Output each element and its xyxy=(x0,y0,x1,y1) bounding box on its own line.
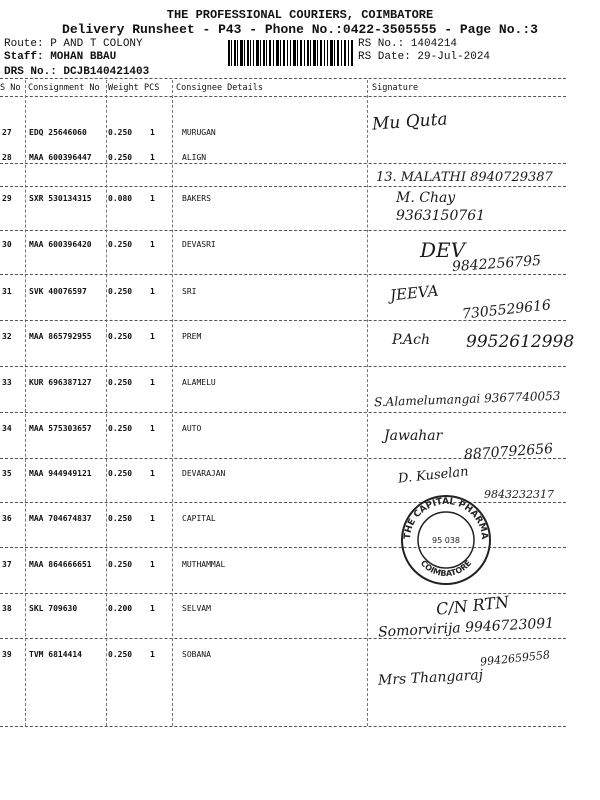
col-header-consignment: Consignment No xyxy=(28,83,100,93)
rs-number: RS No.: 1404214 xyxy=(358,38,458,50)
row-sno: 39 xyxy=(2,650,12,659)
row-sno: 29 xyxy=(2,194,12,203)
row-consignment-no: SKL 709630 xyxy=(29,604,78,613)
row-consignee: SOBANA xyxy=(182,650,211,659)
row-consignment-no: SXR 530134315 xyxy=(29,194,92,203)
drs-number: DRS No.: DCJB140421403 xyxy=(4,66,150,78)
row-consignee: MURUGAN xyxy=(182,128,216,137)
row-weight: 0.250 xyxy=(108,153,133,162)
row-sno: 31 xyxy=(2,287,12,296)
row-divider xyxy=(0,230,566,231)
row-weight: 0.250 xyxy=(108,128,133,137)
handwritten-signature: Jawahar xyxy=(384,428,443,444)
row-pcs: 1 xyxy=(150,332,155,341)
row-divider xyxy=(0,186,566,187)
handwritten-signature: C/N RTN xyxy=(435,592,510,619)
row-consignment-no: MAA 944949121 xyxy=(29,469,92,478)
row-consignment-no: MAA 600396447 xyxy=(29,153,92,162)
row-pcs: 1 xyxy=(150,153,155,162)
row-sno: 30 xyxy=(2,240,12,249)
row-pcs: 1 xyxy=(150,424,155,433)
row-weight: 0.250 xyxy=(108,560,133,569)
handwritten-signature: M. Chay xyxy=(396,190,456,206)
handwritten-signature: 8870792656 xyxy=(463,440,554,464)
row-sno: 34 xyxy=(2,424,12,433)
handwritten-signature: 9842256795 xyxy=(451,252,542,276)
handwritten-signature: 9843232317 xyxy=(484,488,554,501)
route-label: Route: P AND T COLONY xyxy=(4,38,143,50)
row-pcs: 1 xyxy=(150,650,155,659)
col-header-pcs: PCS xyxy=(144,83,160,93)
row-consignee: MUTHAMMAL xyxy=(182,560,226,569)
row-weight: 0.250 xyxy=(108,332,133,341)
row-weight: 0.080 xyxy=(108,194,133,203)
row-pcs: 1 xyxy=(150,240,155,249)
row-consignee: BAKERS xyxy=(182,194,211,203)
row-pcs: 1 xyxy=(150,604,155,613)
handwritten-signature: 7305529616 xyxy=(461,297,552,323)
col-header-weight: Weight xyxy=(108,83,139,93)
row-consignment-no: TVM 6814414 xyxy=(29,650,82,659)
row-consignment-no: MAA 704674837 xyxy=(29,514,92,523)
row-consignment-no: MAA 865792955 xyxy=(29,332,92,341)
rs-date: RS Date: 29-Jul-2024 xyxy=(358,51,491,63)
table-header-border xyxy=(0,96,566,97)
table-bottom-border xyxy=(0,726,566,727)
row-pcs: 1 xyxy=(150,194,155,203)
row-consignee: AUTO xyxy=(182,424,202,433)
handwritten-signature: DEV xyxy=(420,238,466,262)
row-divider xyxy=(0,366,566,367)
row-pcs: 1 xyxy=(150,378,155,387)
row-weight: 0.200 xyxy=(108,604,133,613)
row-consignee: SELVAM xyxy=(182,604,211,613)
row-consignee: SRI xyxy=(182,287,197,296)
row-consignee: DEVARAJAN xyxy=(182,469,226,478)
company-title: THE PROFESSIONAL COURIERS, COIMBATORE xyxy=(166,8,434,22)
row-sno: 38 xyxy=(2,604,12,613)
row-weight: 0.250 xyxy=(108,378,133,387)
handwritten-signature: JEEVA xyxy=(389,281,440,305)
handwritten-signature: 13. MALATHI 8940729387 xyxy=(376,170,553,185)
handwritten-signature: 9952612998 xyxy=(466,332,575,352)
row-pcs: 1 xyxy=(150,560,155,569)
row-sno: 27 xyxy=(2,128,12,137)
row-divider xyxy=(0,638,566,639)
table-top-border xyxy=(0,78,566,79)
handwritten-signature: D. Kuselan xyxy=(397,464,470,487)
handwritten-signature: 9363150761 xyxy=(396,208,486,224)
row-pcs: 1 xyxy=(150,287,155,296)
handwritten-signature: Mrs Thangaraj xyxy=(377,667,484,689)
row-weight: 0.250 xyxy=(108,240,133,249)
row-pcs: 1 xyxy=(150,514,155,523)
row-divider xyxy=(0,274,566,275)
handwritten-signature: P.Ach xyxy=(392,332,431,348)
row-sno: 36 xyxy=(2,514,12,523)
row-weight: 0.250 xyxy=(108,469,133,478)
company-stamp-seal xyxy=(398,492,494,588)
row-consignment-no: MAA 864666651 xyxy=(29,560,92,569)
row-weight: 0.250 xyxy=(108,424,133,433)
col-header-sno: S No xyxy=(0,83,21,93)
svg-text:COIMBATORE: COIMBATORE xyxy=(418,558,474,579)
row-weight: 0.250 xyxy=(108,287,133,296)
row-consignment-no: SVK 40076597 xyxy=(29,287,87,296)
row-weight: 0.250 xyxy=(108,650,133,659)
row-divider xyxy=(0,412,566,413)
handwritten-signature: Mu Quta xyxy=(371,109,449,135)
row-sno: 33 xyxy=(2,378,12,387)
row-consignee: CAPITAL xyxy=(182,514,216,523)
row-consignee: PREM xyxy=(182,332,202,341)
row-divider xyxy=(0,593,566,594)
row-consignee: ALAMELU xyxy=(182,378,216,387)
runsheet-title: Delivery Runsheet - P43 - Phone No.:0422-3505555 - Page No.:3 xyxy=(62,22,538,37)
handwritten-signature: Somorvirija 9946723091 xyxy=(377,615,555,641)
row-consignee: DEVASRI xyxy=(182,240,216,249)
row-consignment-no: MAA 575303657 xyxy=(29,424,92,433)
row-consignment-no: KUR 696387127 xyxy=(29,378,92,387)
row-pcs: 1 xyxy=(150,128,155,137)
handwritten-signature: 9942659558 xyxy=(479,648,551,669)
staff-label: Staff: MOHAN BBAU xyxy=(4,51,117,63)
row-consignment-no: EDQ 25646060 xyxy=(29,128,87,137)
row-pcs: 1 xyxy=(150,469,155,478)
row-sno: 37 xyxy=(2,560,12,569)
row-consignee: ALIGN xyxy=(182,153,207,162)
row-sno: 35 xyxy=(2,469,12,478)
svg-text:95 038: 95 038 xyxy=(432,536,460,545)
row-sno: 32 xyxy=(2,332,12,341)
row-sno: 28 xyxy=(2,153,12,162)
row-consignment-no: MAA 600396420 xyxy=(29,240,92,249)
col-header-signature: Signature xyxy=(372,83,419,93)
svg-text:THE CAPITAL PHARMA: THE CAPITAL PHARMA xyxy=(402,496,490,540)
handwritten-signature: S.Alamelumangai 9367740053 xyxy=(373,388,561,410)
row-weight: 0.250 xyxy=(108,514,133,523)
barcode-image xyxy=(228,40,353,66)
col-header-consignee: Consignee Details xyxy=(176,83,263,93)
